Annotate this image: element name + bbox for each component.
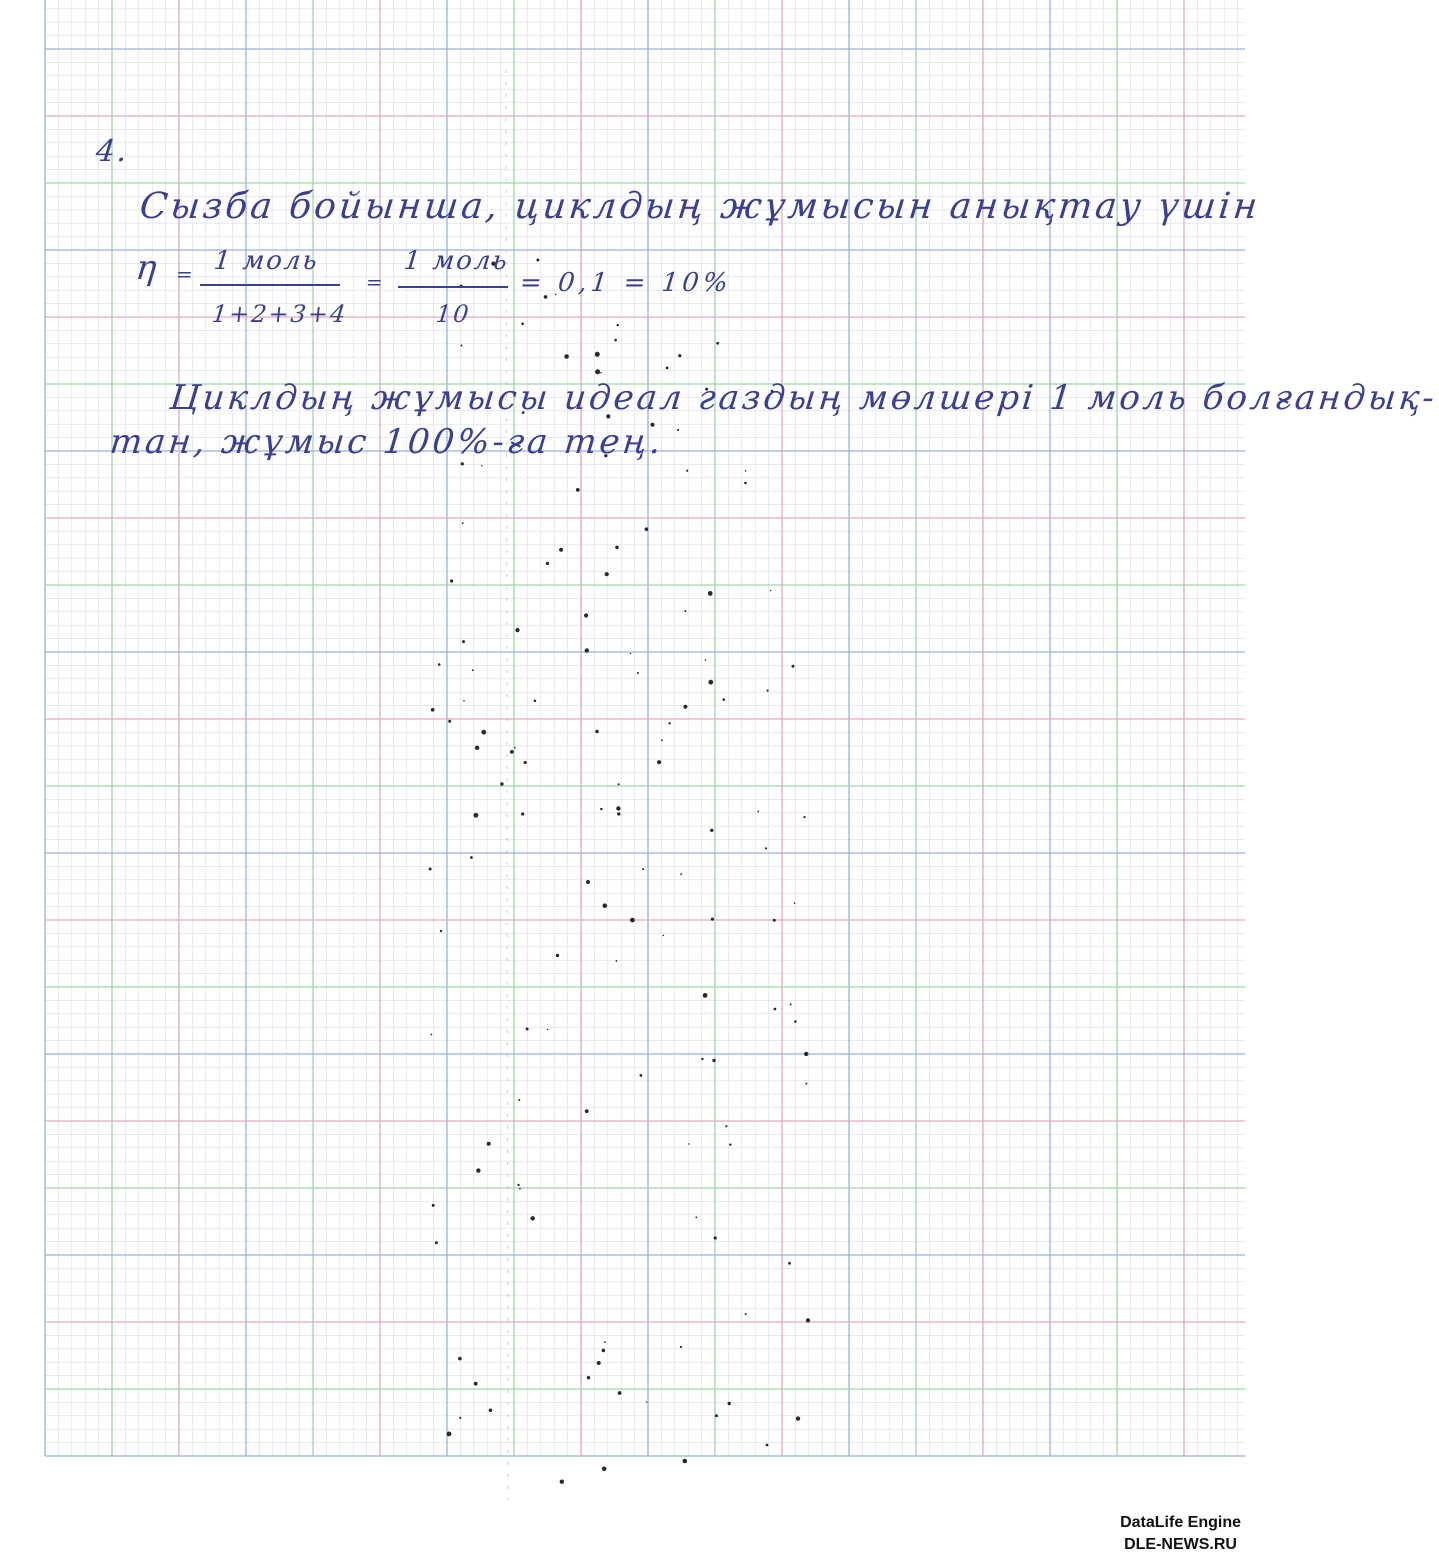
handwritten-line-1: Сызба бойынша, циклдың жұмысын анықтау үшін <box>137 186 1263 227</box>
scan-speckle <box>773 919 776 922</box>
scan-speckle <box>790 1004 792 1006</box>
scan-speckle <box>715 1414 718 1417</box>
scan-speckle <box>587 1376 590 1379</box>
formula-denominator-1: 1+2+3+4 <box>210 300 349 328</box>
scan-speckle <box>429 868 432 871</box>
scan-speckle <box>559 548 563 552</box>
scan-speckle <box>472 669 474 671</box>
scan-speckle <box>438 663 441 666</box>
scan-speckle <box>595 352 600 357</box>
scan-speckle <box>461 345 463 347</box>
scan-speckle <box>757 811 759 813</box>
scan-speckle <box>536 259 539 262</box>
scan-speckle <box>474 813 479 818</box>
scan-speckle <box>745 1313 747 1315</box>
scan-speckle <box>725 1125 727 1127</box>
scan-speckle <box>546 562 549 565</box>
scan-speckle <box>560 1480 564 1484</box>
scan-speckle <box>526 1028 529 1031</box>
scan-speckle <box>447 1432 452 1437</box>
scan-speckle <box>657 760 661 764</box>
scan-speckle <box>708 680 713 685</box>
scan-speckle <box>616 960 618 962</box>
watermark-line-1: DataLife Engine <box>1120 1514 1241 1531</box>
scan-speckle <box>604 1341 606 1343</box>
scan-speckle <box>617 812 620 815</box>
scan-speckle <box>714 1236 717 1239</box>
scan-speckle <box>804 1052 808 1056</box>
scan-speckle <box>521 322 524 325</box>
fold-mark <box>506 70 508 1500</box>
scan-speckle <box>640 1074 643 1077</box>
scan-speckle <box>462 640 465 643</box>
scan-speckle <box>805 1083 807 1085</box>
scan-speckle <box>518 1099 520 1101</box>
scan-speckle <box>605 572 609 576</box>
scan-speckle <box>770 590 771 591</box>
scan-speckle <box>617 324 619 326</box>
scan-speckle <box>765 847 767 849</box>
scan-speckle <box>630 653 631 654</box>
scan-speckle <box>663 935 665 937</box>
watermark-line-2: DLE-NEWS.RU <box>1124 1536 1237 1553</box>
scan-speckle <box>710 829 713 832</box>
scan-speckle <box>616 806 620 810</box>
scan-speckle <box>618 783 620 785</box>
scan-speckle <box>595 730 598 733</box>
formula-numerator-1: 1 моль <box>212 246 321 276</box>
scan-speckle <box>744 482 747 485</box>
scan-speckle <box>470 856 473 859</box>
formula-numerator-2: 1 моль <box>402 246 511 276</box>
scan-speckle <box>595 369 600 374</box>
scan-speckle <box>645 527 649 531</box>
scan-speckle <box>683 1459 688 1464</box>
scan-speckle <box>524 761 527 764</box>
scan-speckle <box>462 522 464 524</box>
formula-eta: η <box>133 248 161 288</box>
scan-speckle <box>448 720 451 723</box>
scan-speckle <box>531 1216 535 1220</box>
scan-speckle <box>745 470 747 472</box>
scan-speckle <box>794 1020 797 1023</box>
scan-speckle <box>705 659 707 661</box>
scan-speckle <box>666 367 669 370</box>
scan-speckle <box>584 613 588 617</box>
scan-speckle <box>435 1241 438 1244</box>
scan-speckle <box>585 1109 589 1113</box>
scan-speckle <box>661 739 663 741</box>
scan-speckle <box>475 746 479 750</box>
scan-speckle <box>703 993 708 998</box>
scan-speckle <box>576 488 580 492</box>
scan-speckle <box>680 873 682 875</box>
scan-speckle <box>514 747 516 749</box>
scan-speckle <box>431 1034 433 1036</box>
scan-speckle <box>708 591 713 596</box>
scan-speckle <box>712 1059 715 1062</box>
scan-speckle <box>766 1444 769 1447</box>
handwritten-line-3: Циклдың жұмысы идеал газдың мөлшері 1 моль болғандық- <box>167 378 1439 418</box>
handwritten-line-4: тан, жұмыс 100%-ға тең. <box>107 422 666 462</box>
formula-equals-2: = <box>364 270 387 294</box>
scan-speckle <box>630 918 635 923</box>
scan-speckle <box>432 1204 435 1207</box>
scan-speckle <box>711 918 714 921</box>
scan-speckle <box>431 708 435 712</box>
scan-speckle <box>722 698 725 701</box>
scan-speckle <box>796 1416 800 1420</box>
scan-speckle <box>458 1357 462 1361</box>
task-number: 4. <box>94 134 131 169</box>
scan-speckle <box>646 1401 647 1402</box>
scan-speckle <box>476 1168 480 1172</box>
scan-speckle <box>792 665 795 668</box>
scan-speckle <box>728 1402 731 1405</box>
scan-speckle <box>683 705 687 709</box>
formula-equals-1: = <box>174 262 197 286</box>
scan-speckle <box>600 372 602 374</box>
scan-speckle <box>556 954 559 957</box>
scan-speckle <box>534 700 537 703</box>
scan-speckle <box>686 470 688 472</box>
scan-speckle <box>461 462 464 465</box>
scan-speckle <box>716 342 719 345</box>
scan-speckle <box>481 730 486 735</box>
scan-speckle <box>677 429 679 431</box>
scan-speckle <box>602 1349 606 1353</box>
scan-speckle <box>521 812 524 815</box>
scan-speckle <box>803 816 805 818</box>
scan-speckle <box>614 339 617 342</box>
scan-speckle <box>729 1144 731 1146</box>
scan-speckle <box>668 722 670 724</box>
formula-result: = 0,1 = 10% <box>518 268 734 298</box>
scan-speckle <box>481 465 482 466</box>
scan-speckle <box>585 648 589 652</box>
scan-speckle <box>618 1391 622 1395</box>
scan-speckle <box>774 1008 777 1011</box>
scan-speckle <box>459 1417 461 1419</box>
scan-speckle <box>515 628 519 632</box>
scan-speckle <box>500 782 503 785</box>
scan-speckle <box>684 610 686 612</box>
scan-speckle <box>547 1029 549 1031</box>
scan-speckle <box>701 1058 703 1060</box>
scan-speckle <box>440 930 442 932</box>
scan-speckle <box>688 1143 689 1144</box>
scan-speckle <box>615 546 619 550</box>
scan-speckle <box>586 880 590 884</box>
scan-speckle <box>489 1409 493 1413</box>
scan-speckle <box>450 579 453 582</box>
fraction-bar-2 <box>398 286 508 288</box>
scan-speckle <box>680 1346 682 1348</box>
scan-speckle <box>564 354 569 359</box>
scan-speckle <box>597 1361 601 1365</box>
scan-speckle <box>519 1188 521 1190</box>
scan-speckle <box>474 1382 478 1386</box>
scan-speckle <box>642 868 644 870</box>
scan-speckle <box>794 902 796 904</box>
scan-speckle <box>510 750 514 754</box>
watermark <box>1120 1512 1241 1556</box>
scan-speckle <box>695 1216 697 1218</box>
scan-speckle <box>463 700 465 702</box>
scan-speckle <box>600 808 602 810</box>
fraction-bar-1 <box>200 284 340 286</box>
scan-speckle <box>678 354 681 357</box>
scan-speckle <box>788 1262 791 1265</box>
scan-speckle <box>602 1467 607 1472</box>
scan-speckle <box>767 690 769 692</box>
scan-speckle <box>806 1318 810 1322</box>
scan-speckle <box>637 672 639 674</box>
formula-denominator-2: 10 <box>434 300 473 328</box>
scan-speckle <box>517 1184 519 1186</box>
scan-speckle <box>603 903 608 908</box>
scan-speckle <box>487 1142 491 1146</box>
